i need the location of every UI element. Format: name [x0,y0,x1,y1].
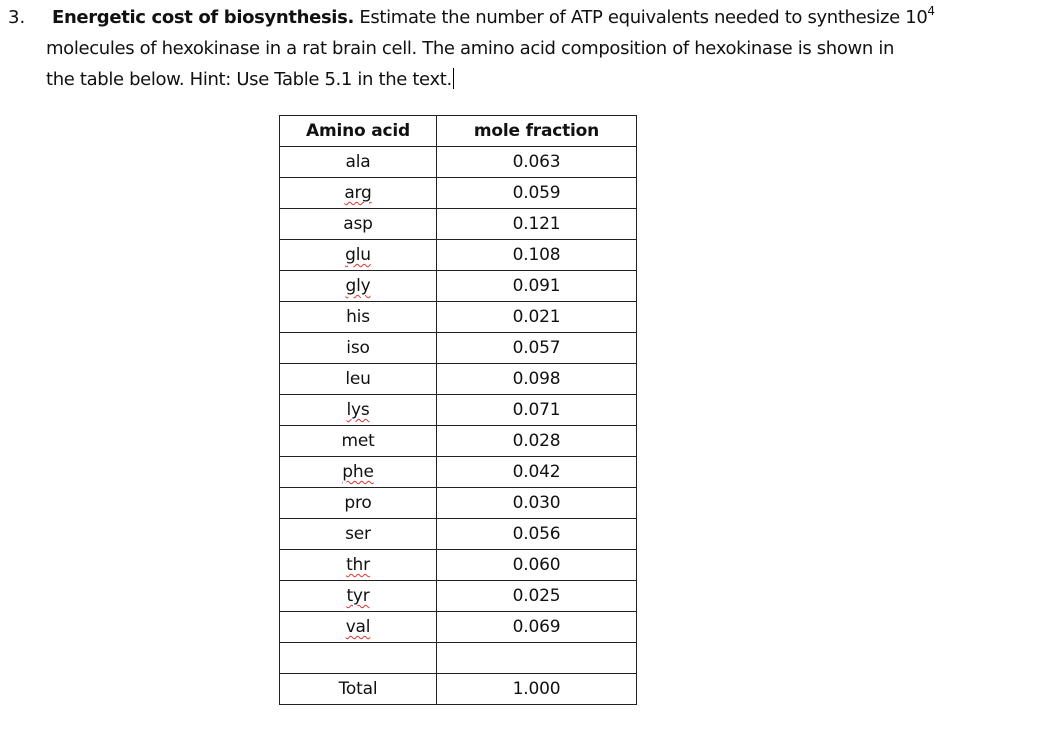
table-row [280,209,637,240]
mole-fraction-cell: 0.056 [437,519,637,550]
mole-fraction-cell: 0.063 [437,147,637,178]
amino-acid-name: gly [345,276,371,296]
table-row [280,395,637,426]
amino-acid-name: his [346,307,370,327]
problem-text-3: the table below. Hint: Use Table 5.1 in the text. [46,69,452,90]
problem-line-3 [46,67,454,93]
problem-number: 3. [8,7,26,28]
problem-text-1: Estimate the number of ATP equivalents needed to synthesize 10 [359,7,928,28]
amino-acid-name: met [341,431,375,451]
amino-acid-cell [280,550,437,581]
amino-acid-cell [280,302,437,333]
amino-acid-table [279,115,637,705]
table-row [280,302,637,333]
mole-fraction-cell: 0.069 [437,612,637,643]
table-row [280,457,637,488]
mole-fraction-cell: 0.059 [437,178,637,209]
table-row [280,333,637,364]
table-row [280,488,637,519]
amino-acid-name: iso [346,338,370,358]
amino-acid-cell [280,178,437,209]
table-row [280,271,637,302]
amino-acid-cell [280,643,437,674]
amino-acid-cell [280,240,437,271]
amino-acid-name: asp [343,214,373,234]
amino-acid-name: tyr [346,586,370,606]
mole-fraction-cell: 0.021 [437,302,637,333]
mole-fraction-cell: 0.028 [437,426,637,457]
mole-fraction-cell: 0.071 [437,395,637,426]
mole-fraction-cell: 0.108 [437,240,637,271]
table-row [280,178,637,209]
text-cursor [453,68,454,89]
problem-title: Energetic cost of biosynthesis. [52,7,354,28]
amino-acid-name: thr [346,555,370,575]
table-row [280,426,637,457]
amino-acid-cell [280,457,437,488]
mole-fraction-cell: 0.121 [437,209,637,240]
amino-acid-cell [280,147,437,178]
amino-acid-name: ser [345,524,371,544]
table-row [280,581,637,612]
mole-fraction-cell: 0.098 [437,364,637,395]
amino-acid-name: glu [345,245,371,265]
amino-acid-name: phe [342,462,374,482]
problem-line-1 [52,5,935,31]
amino-acid-cell [280,519,437,550]
problem-line-2: molecules of hexokinase in a rat brain cell. The amino acid composition of hexokinase is shown in [46,38,895,59]
amino-acid-cell [280,612,437,643]
amino-acid-cell [280,488,437,519]
amino-acid-cell [280,271,437,302]
table-row [280,147,637,178]
amino-acid-name: lys [346,400,370,420]
exponent: 4 [927,4,935,18]
table-row [280,240,637,271]
mole-fraction-cell: 0.030 [437,488,637,519]
amino-acid-cell [280,426,437,457]
amino-acid-cell [280,581,437,612]
table-row [280,550,637,581]
mole-fraction-cell [437,643,637,674]
amino-acid-cell [280,364,437,395]
amino-acid-name: leu [345,369,371,389]
mole-fraction-cell: 0.057 [437,333,637,364]
table-row [280,643,637,674]
amino-acid-name: val [345,617,371,637]
amino-acid-cell [280,333,437,364]
amino-acid-name: arg [344,183,372,203]
mole-fraction-cell: 0.060 [437,550,637,581]
amino-acid-cell [280,209,437,240]
table-row [280,612,637,643]
table-row [280,519,637,550]
total-value: 1.000 [437,674,637,705]
amino-acid-cell [280,395,437,426]
total-label: Total [280,674,437,705]
table-row [280,364,637,395]
table-total-row [280,674,637,705]
table-header-row [280,116,637,147]
amino-acid-name: ala [345,152,371,172]
amino-acid-name: pro [344,493,372,513]
header-amino-acid: Amino acid [280,116,437,147]
mole-fraction-cell: 0.042 [437,457,637,488]
header-mole-fraction: mole fraction [437,116,637,147]
mole-fraction-cell: 0.025 [437,581,637,612]
mole-fraction-cell: 0.091 [437,271,637,302]
